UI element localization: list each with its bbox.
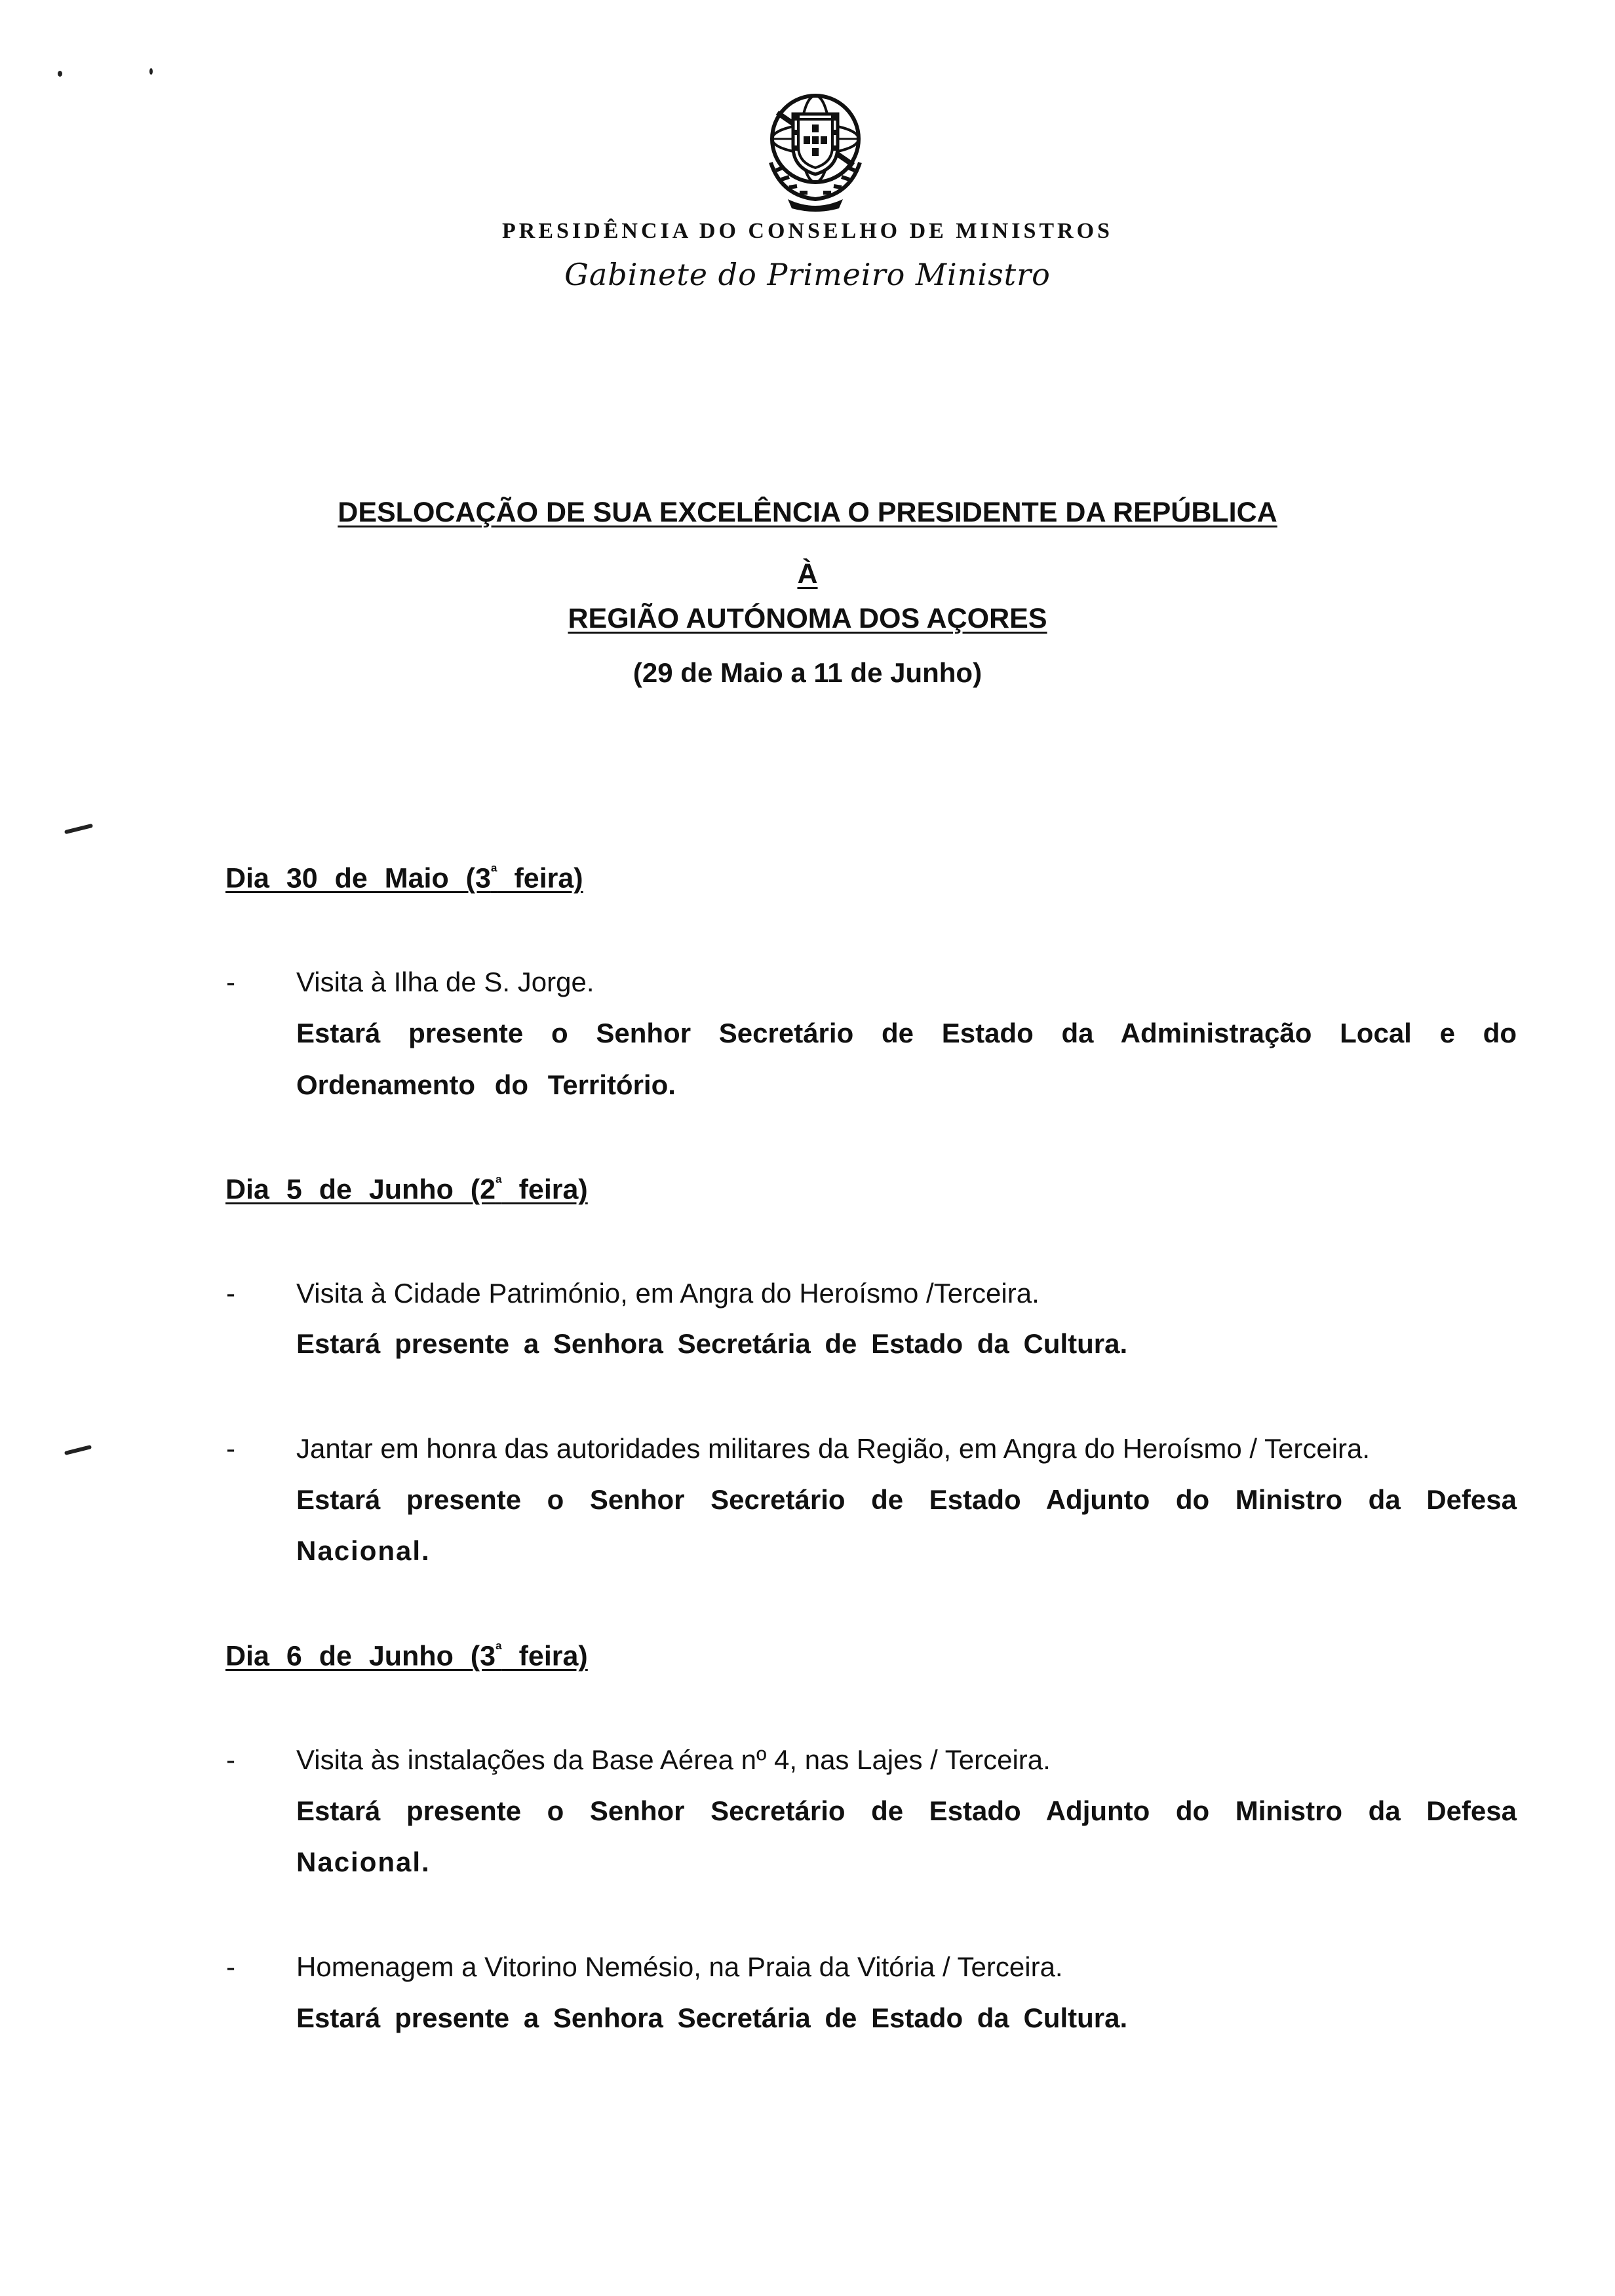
entry-presence: Estará presente a Senhora Secretária de Estado da Cultura. xyxy=(296,1328,1128,1359)
heading-text: À xyxy=(797,558,818,590)
entry-activity: Homenagem a Vitorino Nemésio, na Praia da Vitória / Terceira. xyxy=(296,1951,1063,1982)
entry-bullet: - xyxy=(226,966,235,997)
entry-activity: Visita à Cidade Património, em Angra do Heroísmo /Terceira. xyxy=(296,1278,1040,1309)
entry-bullet: - xyxy=(226,1433,235,1464)
scan-mark xyxy=(64,824,93,834)
day-title: Dia 5 de Junho (2 xyxy=(225,1174,496,1206)
entry-bullet: - xyxy=(226,1744,235,1775)
document-heading-line-2 xyxy=(0,558,1615,590)
day-ordinal: ª xyxy=(496,1639,502,1659)
entry-presence: Estará presente a Senhora Secretária de Estado da Cultura. xyxy=(296,2002,1128,2033)
document-heading-line-3 xyxy=(0,603,1615,635)
day-heading xyxy=(225,1173,588,1206)
entry-activity: Jantar em honra das autoridades militares da Região, em Angra do Heroísmo / Terceira. xyxy=(296,1433,1371,1464)
day-heading xyxy=(225,1639,588,1672)
day-title-end: feira) xyxy=(501,1640,588,1672)
office-subtitle: Gabinete do Primeiro Ministro xyxy=(564,257,1051,292)
coat-of-arms-emblem xyxy=(762,84,869,212)
office-title: PRESIDÊNCIA DO CONSELHO DE MINISTROS xyxy=(502,219,1113,243)
entry-activity: Visita à Ilha de S. Jorge. xyxy=(296,966,594,997)
entry-bullet: - xyxy=(226,1278,235,1309)
entry-presence: Estará presente o Senhor Secretário de Estado Adjunto do Ministro da Defesa xyxy=(296,1795,1517,1826)
day-ordinal: ª xyxy=(496,1173,502,1193)
entry-presence: Nacional. xyxy=(296,1535,431,1566)
document-heading-line-1 xyxy=(0,497,1615,529)
entry-presence: Nacional. xyxy=(296,1846,431,1877)
entry-presence: Estará presente o Senhor Secretário de Estado da Administração Local e do xyxy=(296,1018,1517,1048)
day-title: Dia 6 de Junho (3 xyxy=(225,1640,496,1672)
day-title-end: feira) xyxy=(501,1174,588,1206)
scan-mark xyxy=(64,1445,92,1455)
entry-presence: Ordenamento do Território. xyxy=(296,1069,676,1100)
day-title-end: feira) xyxy=(497,862,583,894)
entry-presence: Estará presente o Senhor Secretário de Estado Adjunto do Ministro da Defesa xyxy=(296,1484,1517,1515)
document-heading-dates: (29 de Maio a 11 de Junho) xyxy=(632,657,983,688)
day-heading xyxy=(225,862,583,894)
heading-text: REGIÃO AUTÓNOMA DOS AÇORES xyxy=(568,603,1047,634)
scan-mark xyxy=(58,71,62,77)
scan-mark xyxy=(149,68,153,75)
entry-activity: Visita às instalações da Base Aérea nº 4, nas Lajes / Terceira. xyxy=(296,1744,1051,1775)
day-title: Dia 30 de Maio (3 xyxy=(225,862,491,894)
day-ordinal: ª xyxy=(490,862,497,881)
heading-text: DESLOCAÇÃO DE SUA EXCELÊNCIA O PRESIDENTE DA REPÚBLICA xyxy=(338,497,1277,528)
entry-bullet: - xyxy=(226,1951,235,1982)
